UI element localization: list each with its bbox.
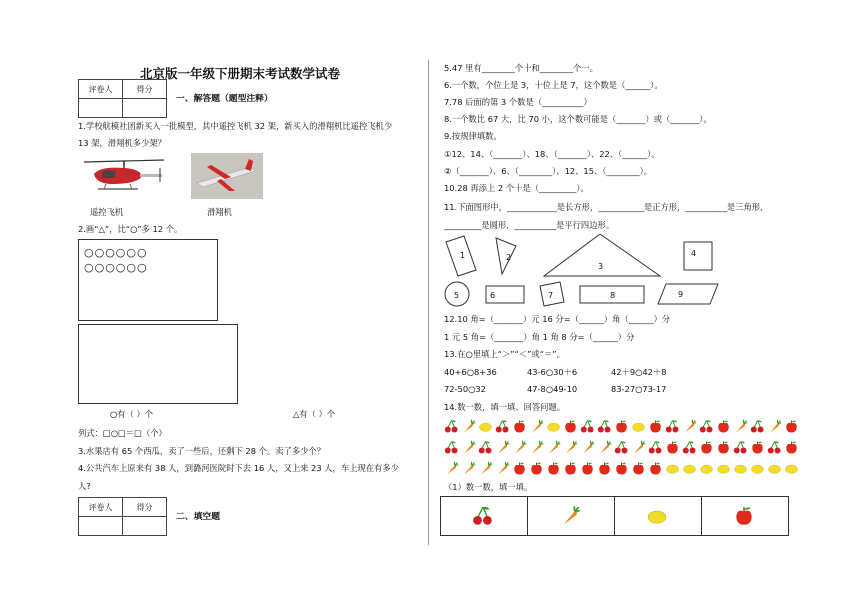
triangle-count: △有（ ）个 — [293, 409, 336, 419]
apple-icon — [750, 440, 765, 455]
apple-icon — [631, 461, 646, 476]
score-cell[interactable] — [123, 99, 167, 118]
carrot-icon — [529, 419, 544, 434]
q4-line2: 人? — [78, 481, 91, 491]
q9: 9.按规律填数。 — [444, 131, 502, 141]
cherry-icon — [495, 419, 510, 434]
carrot-icon — [461, 461, 476, 476]
q11a: 11.下面图形中，____________是长方形，___________是正方形，__________是三角形， — [444, 202, 769, 212]
q4-line1: 4.公共汽车上原来有 38 人，到潞河医院时下去 16 人，又上来 23 人，车上现在有多少 — [78, 463, 399, 473]
q1-line1: 1.学校航模社团新买入一批模型，其中遥控飞机 32 架，新买入的滑翔机比遥控飞机少 — [78, 121, 393, 131]
lemon-icon — [546, 419, 561, 434]
q2-formula: 列式：□○□＝□（个） — [78, 428, 167, 438]
lemon-icon — [750, 461, 765, 476]
cherry-icon — [472, 505, 494, 527]
apple-icon — [512, 419, 527, 434]
apple-icon — [784, 419, 799, 434]
column-divider — [428, 60, 429, 545]
q11b: _________是圆形，__________是平行四边形。 — [444, 220, 615, 230]
carrot-icon — [733, 419, 748, 434]
apple-icon — [733, 505, 755, 527]
lemon-icon — [682, 461, 697, 476]
q5: 5.47 里有________个十和________个一。 — [444, 63, 598, 73]
carrot-icon — [461, 419, 476, 434]
carrot-icon — [546, 440, 561, 455]
score-header: 得分 — [123, 80, 167, 99]
count-cell-apple[interactable] — [702, 497, 789, 536]
cherry-icon — [767, 440, 782, 455]
cherry-icon — [733, 440, 748, 455]
q7: 7.78 后面的第 3 个数是（__________） — [444, 97, 592, 107]
q10: 10.28 再添上 2 个十是（_________）。 — [444, 183, 589, 193]
label-helicopter: 遥控飞机 — [90, 207, 124, 217]
q13-r2-c: 83-27○73-17 — [611, 384, 667, 394]
q13-r1-b: 43-6○30＋6 — [527, 367, 578, 377]
q2-text: 2.画“△”，比“○”多 12 个。 — [78, 224, 183, 234]
apple-icon — [563, 419, 578, 434]
label-glider: 滑翔机 — [207, 207, 232, 217]
section-1-heading: 一、解答题（题型注释） — [176, 94, 273, 104]
carrot-icon — [444, 461, 459, 476]
carrot-icon — [580, 440, 595, 455]
fruit-row-1 — [444, 419, 801, 434]
apple-icon — [648, 461, 663, 476]
q3-text: 3.水果店有 65 个西瓜，卖了一些后，还剩下 28 个。卖了多少个？ — [78, 446, 326, 456]
circles-row-1: ○○○○○○ — [84, 246, 148, 259]
q13: 13.在○里填上“＞”“＜”或“＝”。 — [444, 349, 565, 359]
apple-icon — [665, 440, 680, 455]
shape-label-9: 9 — [678, 290, 684, 299]
lemon-icon — [631, 419, 646, 434]
shape-label-5: 5 — [454, 291, 460, 300]
score-table-1 — [78, 79, 167, 118]
helicopter-image — [80, 156, 168, 198]
q1-line2: 13 架，滑翔机多少架？ — [78, 138, 166, 148]
apple-icon — [512, 461, 527, 476]
cherry-icon — [648, 440, 663, 455]
shape-label-4: 4 — [691, 249, 697, 258]
grader-header-2: 评卷人 — [79, 498, 123, 517]
apple-icon — [716, 440, 731, 455]
grader-cell-2[interactable] — [79, 517, 123, 536]
q13-r1-a: 40+6○8+36 — [444, 367, 497, 377]
section-2-heading: 二、填空题 — [176, 512, 220, 522]
cherry-icon — [478, 440, 493, 455]
score-header-2: 得分 — [123, 498, 167, 517]
carrot-icon — [495, 440, 510, 455]
count-cell-lemon[interactable] — [615, 497, 702, 536]
circles-row-2: ○○○○○○ — [84, 261, 148, 274]
cherry-icon — [699, 419, 714, 434]
q13-r2-a: 72-50○32 — [444, 384, 486, 394]
cherry-icon — [682, 440, 697, 455]
cherry-icon — [580, 419, 595, 434]
cherry-icon — [597, 419, 612, 434]
lemon-icon — [716, 461, 731, 476]
lemon-icon — [767, 461, 782, 476]
shape-label-1: 1 — [460, 251, 466, 260]
lemon-icon — [784, 461, 799, 476]
carrot-icon — [559, 505, 581, 527]
carrot-icon — [478, 461, 493, 476]
carrot-icon — [682, 419, 697, 434]
shape-4-square — [684, 242, 712, 270]
q13-r1-c: 42＋9○42＋8 — [611, 367, 667, 377]
fruit-row-3 — [444, 461, 801, 476]
lemon-icon — [665, 461, 680, 476]
cherry-icon — [614, 440, 629, 455]
apple-icon — [614, 419, 629, 434]
apple-icon — [597, 461, 612, 476]
triangle-drawing-box[interactable] — [78, 324, 238, 404]
carrot-icon — [529, 440, 544, 455]
carrot-icon — [461, 440, 476, 455]
shape-label-2: 2 — [506, 253, 512, 262]
count-cell-carrot[interactable] — [528, 497, 615, 536]
apple-icon — [614, 461, 629, 476]
score-cell-2[interactable] — [123, 517, 167, 536]
lemon-icon — [646, 505, 668, 527]
q9a: ①12、14、（_______）、18、（_______）、22、（______）。 — [444, 149, 660, 159]
shape-label-6: 6 — [490, 291, 496, 300]
apple-icon — [648, 419, 663, 434]
lemon-icon — [733, 461, 748, 476]
apple-icon — [784, 440, 799, 455]
apple-icon — [546, 461, 561, 476]
carrot-icon — [597, 440, 612, 455]
apple-icon — [529, 461, 544, 476]
q6: 6.一个数，个位上是 3，十位上是 7，这个数是（______）。 — [444, 80, 663, 90]
circle-count: ○有（ ）个 — [110, 409, 154, 419]
glider-image — [191, 153, 263, 199]
q12a: 12.10 角=（_______）元 16 分=（______）角（______）分 — [444, 314, 671, 324]
shape-label-7: 7 — [548, 291, 554, 300]
carrot-icon — [563, 440, 578, 455]
shapes-figure — [440, 234, 730, 312]
score-table-2 — [78, 497, 167, 536]
fruit-count-table — [440, 496, 789, 536]
q13-r2-b: 47-8○49-10 — [527, 384, 578, 394]
exam-title: 北京版一年级下册期末考试数学试卷 — [140, 66, 341, 81]
fruit-row-2 — [444, 440, 801, 455]
q9b: ②（_______）、6、（________）、12、15、（________）。 — [444, 166, 653, 176]
carrot-icon — [631, 440, 646, 455]
cherry-icon — [750, 419, 765, 434]
q8: 8.一个数比 67 大，比 70 小，这个数可能是（_______）或（_______）。 — [444, 114, 712, 124]
grader-header: 评卷人 — [79, 80, 123, 99]
count-cell-cherry[interactable] — [441, 497, 528, 536]
cherry-icon — [665, 419, 680, 434]
carrot-icon — [495, 461, 510, 476]
shape-label-8: 8 — [610, 291, 616, 300]
lemon-icon — [478, 419, 493, 434]
apple-icon — [563, 461, 578, 476]
q12b: 1 元 5 角=（_______）角 1 角 8 分=（______）分 — [444, 332, 635, 342]
shape-9-parallelogram — [658, 284, 718, 304]
shape-label-3: 3 — [598, 262, 604, 271]
grader-cell[interactable] — [79, 99, 123, 118]
cherry-icon — [444, 440, 459, 455]
cherry-icon — [444, 419, 459, 434]
apple-icon — [580, 461, 595, 476]
q14-sub: （1）数一数，填一填。 — [444, 482, 533, 492]
apple-icon — [699, 440, 714, 455]
carrot-icon — [767, 419, 782, 434]
apple-icon — [716, 419, 731, 434]
lemon-icon — [699, 461, 714, 476]
q14: 14.数一数，填一填、回答问题。 — [444, 402, 566, 412]
carrot-icon — [512, 440, 527, 455]
